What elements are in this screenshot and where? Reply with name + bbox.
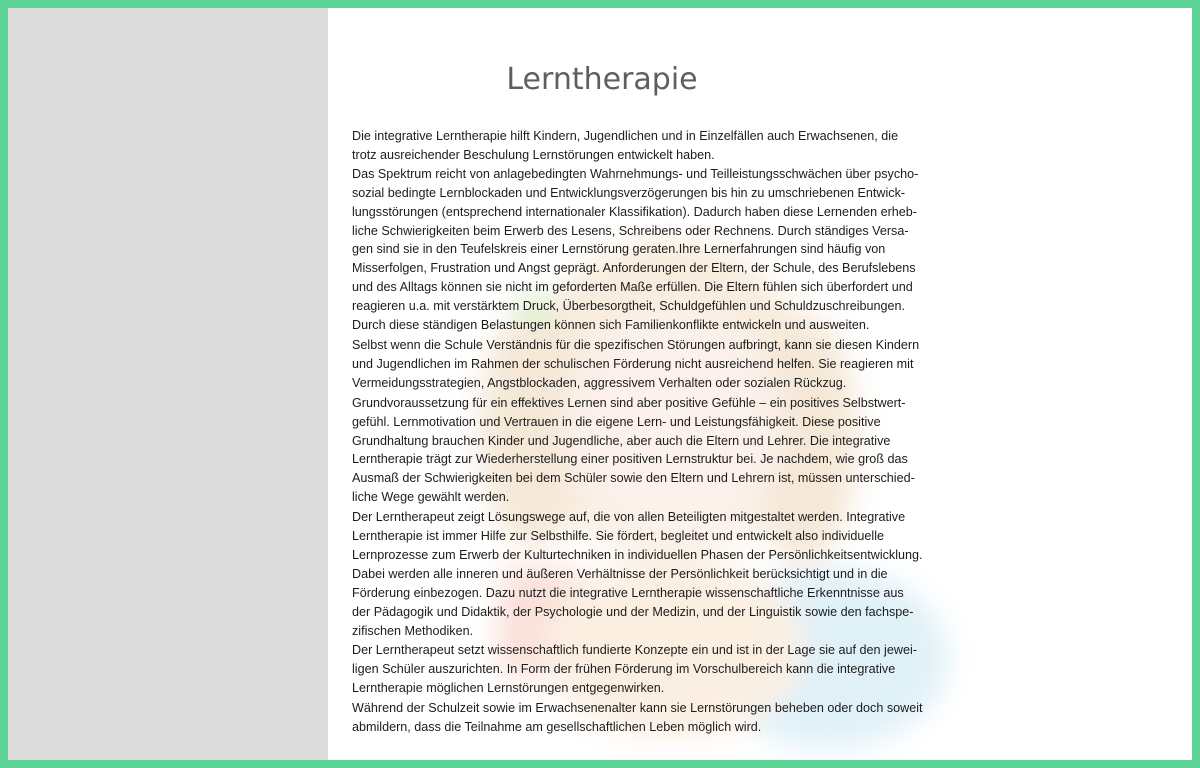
paragraph: Während der Schulzeit sowie im Erwachsenenalter kann sie Lernstörungen beheben oder doch soweit abmildern, dass die Teilnahme am gesellschaftlichen Leben möglich wird. [352,701,923,735]
left-sidebar [8,8,328,760]
page-frame [8,8,1192,760]
paragraph: Selbst wenn die Schule Verständnis für die spezifischen Störungen aufbringt, kann sie diesen Kindern und Jugendlichen im Rahmen der schulischen Förderung nicht ausreichend helfen. Sie reagieren mit Vermeidungsstrategien, Angstblockaden, aggressivem Verhalten oder sozialen Rückzug. [352,337,920,390]
paragraph: Der Lerntherapeut setzt wissenschaftlich fundierte Konzepte ein und ist in der Lage sie auf den jewei- ligen Schüler auszurichten. In Form der frühen Förderung im Vorschulbereich kann die integrative Lerntherapie möglichen Lernstörungen entgegenwirken. [352,643,917,696]
body-text [352,127,970,737]
paragraph: Die integrative Lerntherapie hilft Kindern, Jugendlichen und in Einzelfällen auch Erwachsenen, die trotz ausreichender Beschulung Lernstörungen entwickelt haben. Das Spektrum reicht von anlagebedingten Wahrnehmungs- und Teilleistungsschwächen über psycho- sozial bedingte Lernblockaden und Entwicklungsverzögerungen bis hin zu umschriebenen Entwick- lungsstörungen (entsprechend internationaler Klassifikation). Dadurch haben diese Lernenden erheb- liche Schwierigkeiten beim Erwerb des Lesens, Schreibens oder Rechnens. Durch ständiges Versa- gen sind sie in den Teufelskreis einer Lernstörung geraten.Ihre Lernerfahrungen sind häufig von Misserfolgen, Frustration und Angst geprägt. Anforderungen der Eltern, der Schule, des Berufslebens und des Alltags können sie nicht im geforderten Maße erfüllen. Die Eltern fühlen sich überfordert und reagieren u.a. mit verstärktem Druck, Überbesorgtheit, Schuldgefühlen und Schuldzuschreibungen. Durch diese ständigen Belastungen können sich Familienkonflikte entwickeln und ausweiten. [352,129,919,333]
content-area [328,8,1192,760]
page-title: Lerntherapie [506,62,698,97]
paragraph: Grundvoraussetzung für ein effektives Lernen sind aber positive Gefühle – ein positives Selbstwert- gefühl. Lernmotivation und Vertrauen in die eigene Lern- und Leistungsfähigkeit. Diese positive Grundhaltung brauchen Kinder und Jugendliche, aber auch die Eltern und Lehrer. Die integrative Lerntherapie trägt zur Wiederherstellung einer positiven Lernstruktur bei. Je nachdem, wie groß das Ausmaß der Schwierigkeiten bei dem Schüler sowie den Eltern und Lehrern ist, müssen unterschied- liche Wege gewählt werden. [352,395,915,505]
paragraph: Der Lerntherapeut zeigt Lösungswege auf, die von allen Beteiligten mitgestaltet werden. Integrative Lerntherapie ist immer Hilfe zur Selbsthilfe. Sie fördert, begleitet und entwickelt also individuelle Lernprozesse zum Erwerb der Kulturtechniken in individuellen Phasen der Persönlichkeitsentwicklung. Dabei werden alle inneren und äußeren Verhältnisse der Persönlichkeit berücksichtigt und in die Förderung einbezogen. Dazu nutzt die integrative Lerntherapie wissenschaftliche Erkenntnisse aus der Pädagogik und Didaktik, der Psychologie und der Medizin, und der Linguistik sowie den fachspe- zifischen Methodiken. [352,510,923,638]
